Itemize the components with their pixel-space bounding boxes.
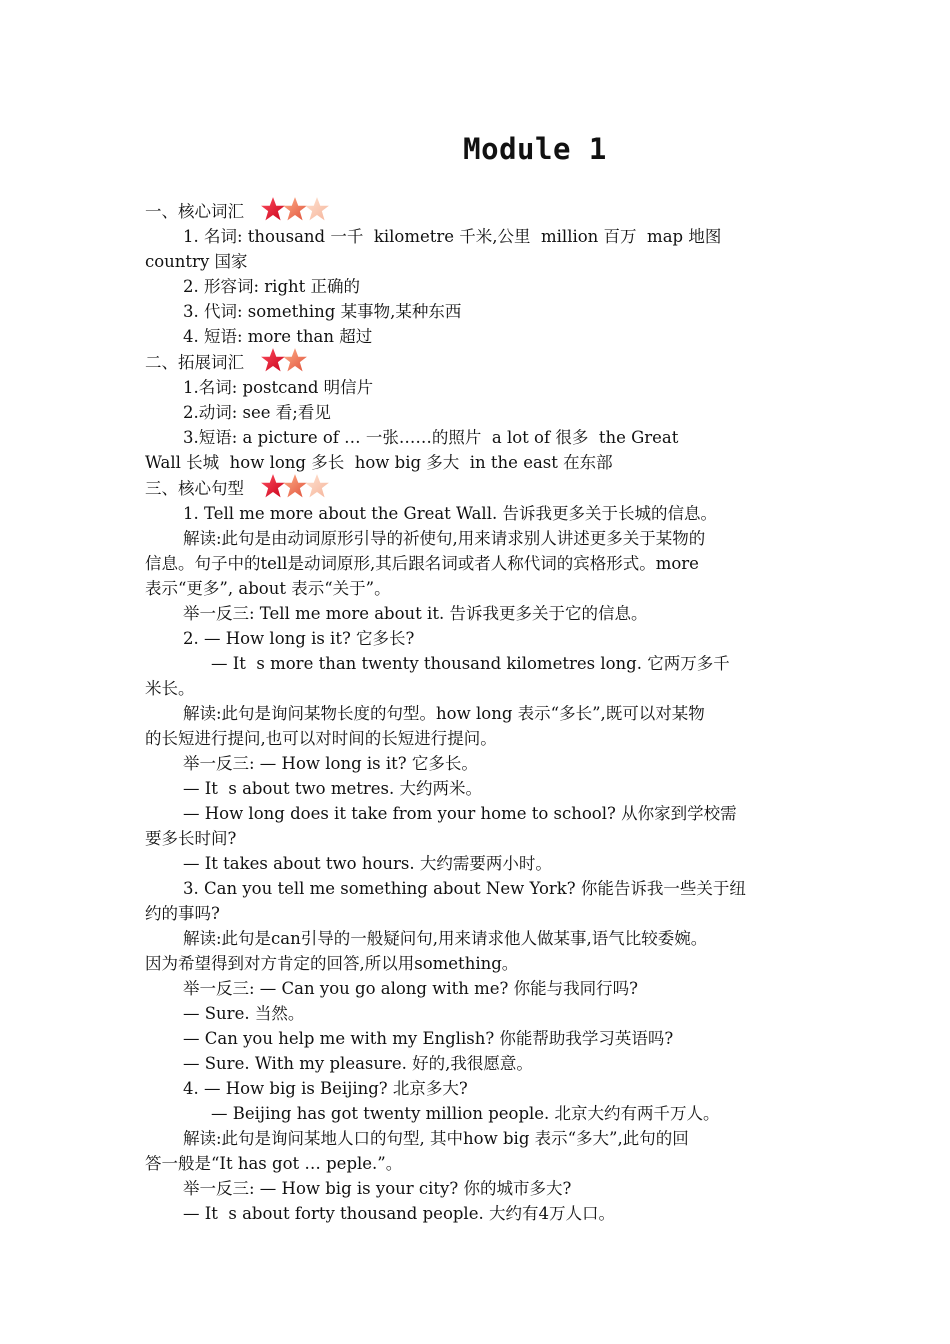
vocab-line: 3. 代词: something 某事物,某种东西 (183, 302, 462, 321)
example-line: — How long does it take from your home to school? 从你家到学校需 (183, 804, 737, 823)
page-title: Module 1 (463, 132, 607, 166)
explanation-line: 表示“更多”, about 表示“关于”。 (145, 579, 391, 598)
document-body (145, 198, 810, 1226)
example-line: 举一反三: — Can you go along with me? 你能与我同行吗? (183, 979, 638, 998)
vocab-line: country 国家 (145, 252, 248, 271)
example-line: 举一反三: — How long is it? 它多长。 (183, 754, 478, 773)
vocab-line: 1.名词: postcand 明信片 (183, 378, 374, 397)
section-heading-text: 三、核心句型 (145, 478, 244, 498)
star-icon (304, 473, 330, 499)
explanation-line: 解读:此句是询问某物长度的句型。how long 表示“多长”,既可以对某物 (183, 704, 705, 723)
example-line: 举一反三: Tell me more about it. 告诉我更多关于它的信息。 (183, 604, 648, 623)
sentence-line: 1. Tell me more about the Great Wall. 告诉我更多关于长城的信息。 (183, 504, 717, 523)
star-icon (304, 196, 330, 222)
sentence-line: 约的事吗? (145, 904, 220, 923)
section-heading-core-sentences (145, 475, 810, 501)
example-line: 要多长时间? (145, 829, 237, 848)
vocab-line: 4. 短语: more than 超过 (183, 327, 373, 346)
difficulty-stars (260, 473, 326, 499)
sentence-line: 米长。 (145, 679, 195, 698)
difficulty-stars (260, 347, 304, 373)
vocab-line: 1. 名词: thousand 一千 kilometre 千米,公里 million 百万 map 地图 (183, 227, 722, 246)
sentence-line: 4. — How big is Beijing? 北京多大? (183, 1079, 468, 1098)
example-line: 举一反三: — How big is your city? 你的城市多大? (183, 1179, 572, 1198)
example-line: — Sure. With my pleasure. 好的,我很愿意。 (183, 1054, 533, 1073)
explanation-line: 解读:此句是询问某地人口的句型, 其中how big 表示“多大”,此句的回 (183, 1129, 689, 1148)
sentence-line: — Beijing has got twenty million people. 北京大约有两千万人。 (211, 1104, 720, 1123)
vocab-line: Wall 长城 how long 多长 how big 多大 in the east 在东部 (145, 453, 613, 472)
section-heading-text: 一、核心词汇 (145, 201, 244, 221)
explanation-line: 答一般是“It has got … peple.”。 (145, 1154, 403, 1173)
vocab-line: 3.短语: a picture of … 一张……的照片 a lot of 很多 the Great (183, 428, 679, 447)
example-line: — It s about two metres. 大约两米。 (183, 779, 483, 798)
sentence-line: 2. — How long is it? 它多长? (183, 629, 415, 648)
explanation-line: 的长短进行提问,也可以对时间的长短进行提问。 (145, 729, 497, 748)
star-icon (282, 347, 308, 373)
example-line: — Sure. 当然。 (183, 1004, 305, 1023)
sentence-line: 3. Can you tell me something about New York? 你能告诉我一些关于纽 (183, 879, 746, 898)
vocab-line: 2.动词: see 看;看见 (183, 403, 331, 422)
explanation-line: 因为希望得到对方肯定的回答,所以用something。 (145, 954, 519, 973)
example-line: — It s about forty thousand people. 大约有4万人口。 (183, 1204, 615, 1223)
section-heading-text: 二、拓展词汇 (145, 352, 244, 372)
explanation-line: 信息。句子中的tell是动词原形,其后跟名词或者人称代词的宾格形式。more (145, 554, 699, 573)
sentence-line: — It s more than twenty thousand kilometres long. 它两万多千 (211, 654, 730, 673)
section-heading-extended-vocabulary (145, 349, 810, 375)
example-line: — It takes about two hours. 大约需要两小时。 (183, 854, 552, 873)
difficulty-stars (260, 196, 326, 222)
vocab-line: 2. 形容词: right 正确的 (183, 277, 361, 296)
example-line: — Can you help me with my English? 你能帮助我学习英语吗? (183, 1029, 674, 1048)
explanation-line: 解读:此句是can引导的一般疑问句,用来请求他人做某事,语气比较委婉。 (183, 929, 708, 948)
section-heading-core-vocabulary (145, 198, 810, 224)
explanation-line: 解读:此句是由动词原形引导的祈使句,用来请求别人讲述更多关于某物的 (183, 529, 706, 548)
